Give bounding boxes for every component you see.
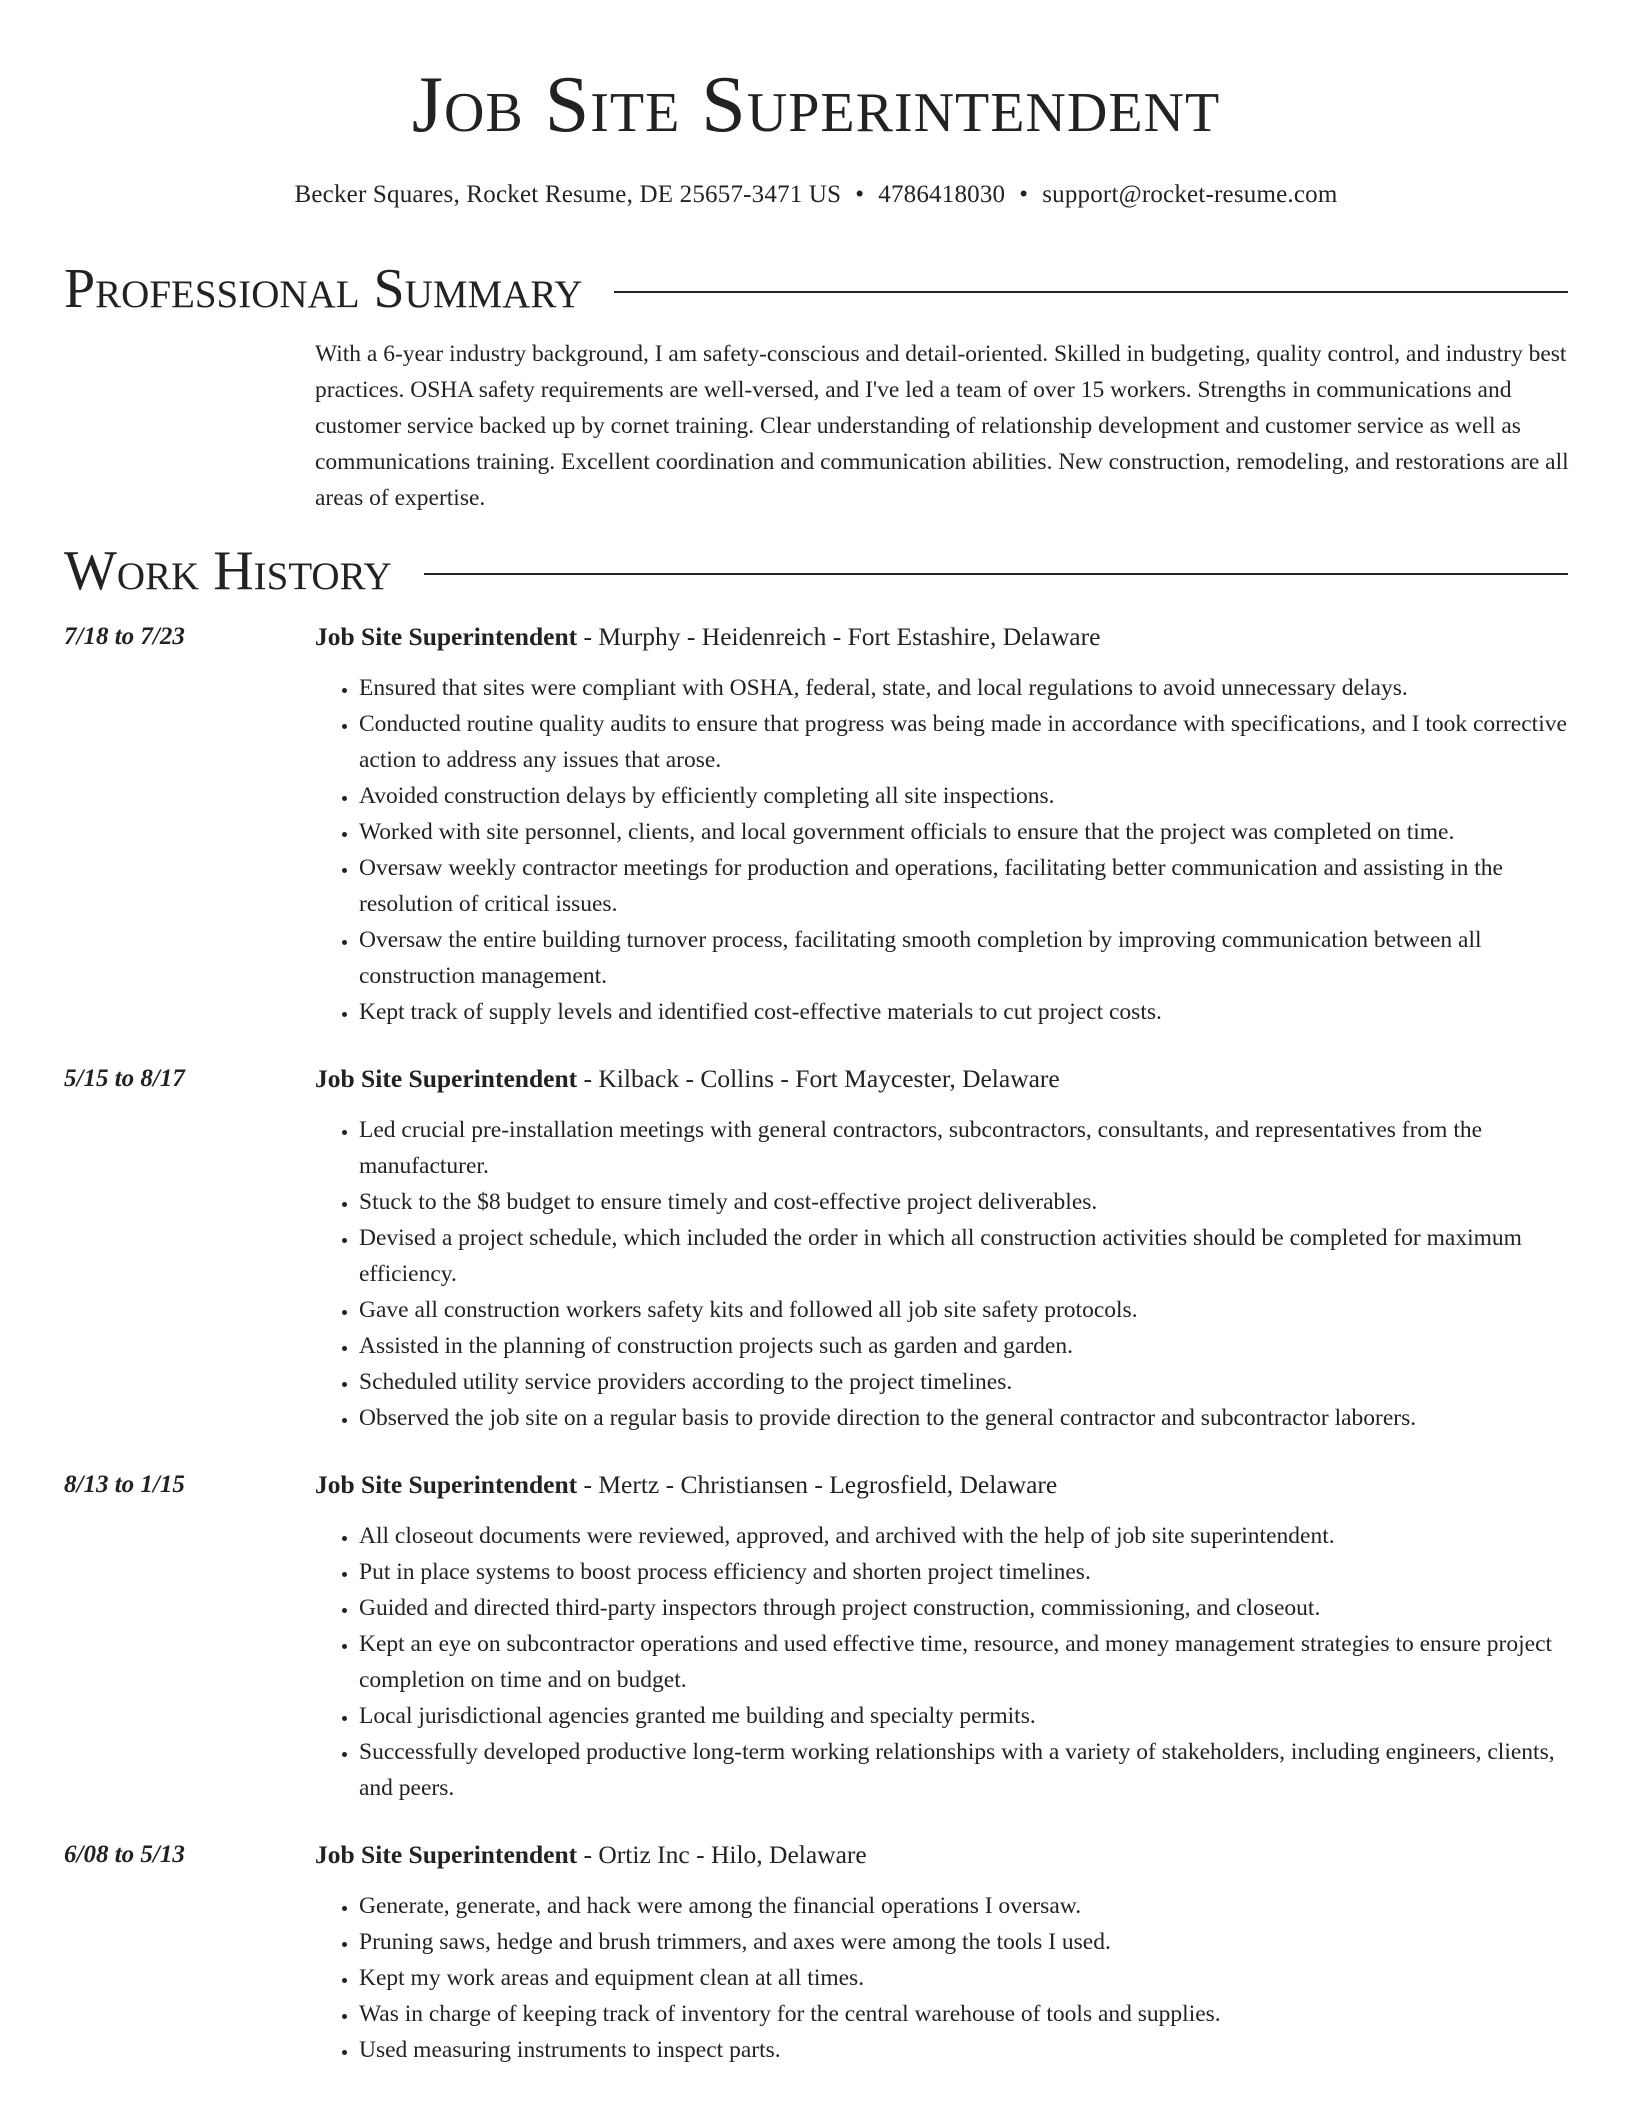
summary-heading: Professional Summary: [64, 258, 583, 320]
job-bullet-list: [315, 1112, 1572, 1436]
job-bullet: • Was in charge of keeping track of inventory for the central warehouse of tools and supplies.: [359, 1996, 1572, 2032]
job-bullet: • Put in place systems to boost process efficiency and shorten project timelines.: [359, 1554, 1572, 1590]
job-bullet: • Ensured that sites were compliant with OSHA, federal, state, and local regulations to avoid unnecessary delays.: [359, 670, 1572, 706]
job-title-line: [315, 1466, 1572, 1504]
job-title: Job Site Superintendent: [315, 1840, 578, 1869]
job-bullet: • Gave all construction workers safety kits and followed all job site safety protocols.: [359, 1292, 1572, 1328]
job-bullet: • Guided and directed third-party inspectors through project construction, commissioning, and closeout.: [359, 1590, 1572, 1626]
job-bullet: • Avoided construction delays by efficiently completing all site inspections.: [359, 778, 1572, 814]
job-body: [315, 1060, 1572, 1436]
job-bullet: • Assisted in the planning of construction projects such as garden and garden.: [359, 1328, 1572, 1364]
job-employer-location: - Ortiz Inc - Hilo, Delaware: [577, 1840, 867, 1869]
job-bullet: • Kept an eye on subcontractor operations and used effective time, resource, and money management strategies to ensure project completion on time and on budget.: [359, 1626, 1572, 1698]
job-bullet: • Conducted routine quality audits to ensure that progress was being made in accordance with specifications, and I took corrective action to address any issues that arose.: [359, 706, 1572, 778]
job-title: Job Site Superintendent: [315, 622, 578, 651]
summary-text: With a 6-year industry background, I am safety-conscious and detail-oriented. Skilled in budgeting, quality control, and industry best practices. OSHA safety requirements are well-versed, and I've led a team of over 15 workers. Strengths in communications and customer service backed up by cornet training. Clear understanding of relationship development and customer service as well as communications training. Excellent coordination and communication abilities. New construction, remodeling, and restorations are all areas of expertise.: [315, 341, 1569, 511]
job-bullet-list: [315, 1518, 1572, 1806]
job-title: Job Site Superintendent: [315, 1064, 578, 1093]
contact-email: support@rocket-resume.com: [1042, 181, 1338, 208]
job-bullet: • Worked with site personnel, clients, and local government officials to ensure that the project was completed on time.: [359, 814, 1572, 850]
contact-address: Becker Squares, Rocket Resume, DE 25657-3471 US: [294, 181, 842, 208]
job-bullet: • Kept track of supply levels and identified cost-effective materials to cut project costs.: [359, 994, 1572, 1030]
job-dates: 7/18 to 7/23: [64, 623, 185, 650]
contact-separator: •: [1019, 181, 1029, 208]
job-dates: 5/15 to 8/17: [64, 1065, 185, 1092]
job-entry: [64, 1060, 1572, 1436]
job-bullet: • All closeout documents were reviewed, approved, and archived with the help of job site superintendent.: [359, 1518, 1572, 1554]
job-employer-location: - Murphy - Heidenreich - Fort Estashire, Delaware: [577, 622, 1101, 651]
summary-section-header: [64, 258, 1568, 320]
contact-separator: •: [855, 181, 865, 208]
job-dates: 8/13 to 1/15: [64, 1471, 185, 1498]
job-body: [315, 618, 1572, 1030]
job-bullet: • Generate, generate, and hack were among the financial operations I oversaw.: [359, 1888, 1572, 1924]
job-title-line: [315, 1060, 1572, 1098]
job-title-line: [315, 618, 1572, 656]
job-bullet: • Pruning saws, hedge and brush trimmers, and axes were among the tools I used.: [359, 1924, 1572, 1960]
job-bullet: • Led crucial pre-installation meetings with general contractors, subcontractors, consultants, and representatives from the manufacturer.: [359, 1112, 1572, 1184]
job-bullet: • Successfully developed productive long-term working relationships with a variety of stakeholders, including engineers, clients, and peers.: [359, 1734, 1572, 1806]
job-body: [315, 1836, 1572, 2068]
job-entry: [64, 618, 1572, 1030]
job-bullet: • Oversaw weekly contractor meetings for production and operations, facilitating better communication and assisting in the resolution of critical issues.: [359, 850, 1572, 922]
job-bullet: • Scheduled utility service providers according to the project timelines.: [359, 1364, 1572, 1400]
job-employer-location: - Mertz - Christiansen - Legrosfield, Delaware: [577, 1470, 1058, 1499]
contact-line: [0, 180, 1632, 210]
work-history-heading: Work History: [64, 540, 392, 602]
job-dates: 6/08 to 5/13: [64, 1841, 185, 1868]
job-bullet-list: [315, 670, 1572, 1030]
job-employer-location: - Kilback - Collins - Fort Maycester, Delaware: [577, 1064, 1060, 1093]
section-divider: [424, 573, 1568, 575]
section-divider: [614, 291, 1568, 293]
job-bullet: • Devised a project schedule, which included the order in which all construction activities should be completed for maximum efficiency.: [359, 1220, 1572, 1292]
job-bullet: • Observed the job site on a regular basis to provide direction to the general contractor and subcontractor laborers.: [359, 1400, 1572, 1436]
work-history-section-header: [64, 540, 1568, 602]
job-body: [315, 1466, 1572, 1806]
job-entry: [64, 1466, 1572, 1806]
job-title-line: [315, 1836, 1572, 1874]
job-bullet: • Local jurisdictional agencies granted me building and specialty permits.: [359, 1698, 1572, 1734]
job-bullet: • Used measuring instruments to inspect parts.: [359, 2032, 1572, 2068]
job-bullet: • Kept my work areas and equipment clean at all times.: [359, 1960, 1572, 1996]
job-bullet: • Stuck to the $8 budget to ensure timely and cost-effective project deliverables.: [359, 1184, 1572, 1220]
job-title: Job Site Superintendent: [315, 1470, 578, 1499]
job-bullet: • Oversaw the entire building turnover process, facilitating smooth completion by improving communication between all construction management.: [359, 922, 1572, 994]
job-bullet-list: [315, 1888, 1572, 2068]
candidate-name: Job Site Superintendent: [411, 61, 1221, 149]
job-entry: [64, 1836, 1572, 2068]
contact-phone: 4786418030: [878, 181, 1006, 208]
